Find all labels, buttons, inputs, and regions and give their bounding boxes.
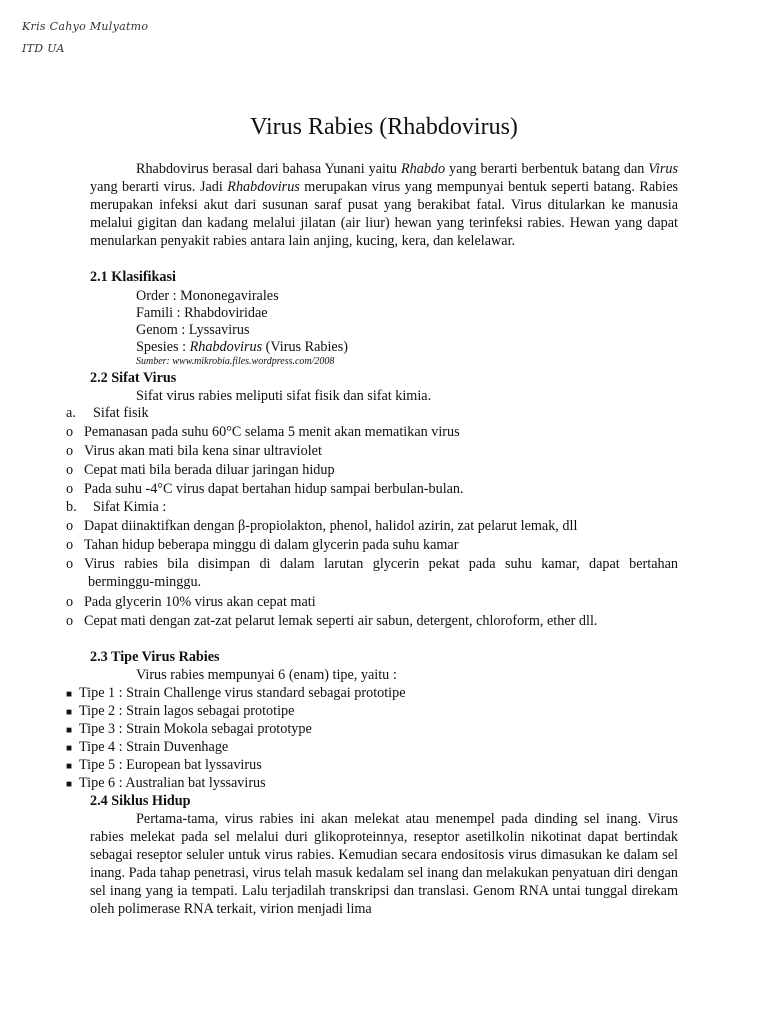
list-item: o Virus akan mati bila kena sinar ultraviolet xyxy=(66,443,322,459)
heading-sifat-virus: 2.2 Sifat Virus xyxy=(90,370,177,386)
sifat-fisik-title: a. Sifat fisik xyxy=(66,405,149,421)
document-title: Virus Rabies (Rhabdovirus) xyxy=(250,114,518,141)
list-item: ■ Tipe 2 : Strain lagos sebagai prototipe xyxy=(66,703,295,719)
klasifikasi-order: Order : Mononegavirales xyxy=(136,288,279,304)
heading-siklus-hidup: 2.4 Siklus Hidup xyxy=(90,793,191,809)
handwritten-affiliation: ITD UA xyxy=(22,42,65,55)
list-item: ■ Tipe 5 : European bat lyssavirus xyxy=(66,757,262,773)
sifat-intro: Sifat virus rabies meliputi sifat fisik dan sifat kimia. xyxy=(136,388,432,404)
list-item: ■ Tipe 1 : Strain Challenge virus standard sebagai prototipe xyxy=(66,685,406,701)
list-item: ■ Tipe 6 : Australian bat lyssavirus xyxy=(66,775,266,791)
list-item: ■ Tipe 3 : Strain Mokola sebagai prototype xyxy=(66,721,312,737)
heading-tipe-virus: 2.3 Tipe Virus Rabies xyxy=(90,649,220,665)
klasifikasi-source: Sumber: www.mikrobia.files.wordpress.com/2008 xyxy=(136,356,335,367)
heading-klasifikasi: 2.1 Klasifikasi xyxy=(90,269,176,285)
klasifikasi-spesies: Spesies : Rhabdovirus (Virus Rabies) xyxy=(136,339,348,355)
siklus-paragraph: Pertama-tama, virus rabies ini akan melekat atau menempel pada dinding sel inang. Virus rabies melekat pada sel melalui duri glikoproteinnya, reseptor asetilkolin nikotinat dapat bertindak sebagai reseptor seluler untuk virus rabies. Kemudian secara endositosis virus dimasukan ke dalam sel inang. Pada tahap penetrasi, virus telah masuk kedalam sel inang dan melakukan penyatuan diri dengan sel inang yang ia tempati. Lalu terjadilah transkripsi dan translasi. Genom RNA untai tunggal direkam oleh polimerase RNA terkait, virion menjadi lima xyxy=(90,811,678,917)
list-item: o Pemanasan pada suhu 60°C selama 5 menit akan mematikan virus xyxy=(66,424,460,440)
list-item: o Pada glycerin 10% virus akan cepat mati xyxy=(66,594,316,610)
list-item: o Cepat mati dengan zat-zat pelarut lemak seperti air sabun, detergent, chloroform, ether dll. xyxy=(66,613,598,629)
list-item: o Tahan hidup beberapa minggu di dalam glycerin pada suhu kamar xyxy=(66,537,459,553)
list-item: ■ Tipe 4 : Strain Duvenhage xyxy=(66,739,229,755)
list-item: o Virus rabies bila disimpan di dalam larutan glycerin pekat pada suhu kamar, dapat bertahan berminggu-minggu. xyxy=(66,556,678,590)
list-item: o Cepat mati bila berada diluar jaringan hidup xyxy=(66,462,335,478)
klasifikasi-genom: Genom : Lyssavirus xyxy=(136,322,250,338)
list-item: o Pada suhu -4°C virus dapat bertahan hidup sampai berbulan-bulan. xyxy=(66,481,464,497)
intro-paragraph: Rhabdovirus berasal dari bahasa Yunani yaitu Rhabdo yang berarti berbentuk batang dan Virus yang berarti virus. Jadi Rhabdovirus merupakan virus yang mempunyai bentuk seperti batang. Rabies merupakan infeksi akut dari susunan saraf pusat yang berakibat fatal. Virus ditularkan ke manusia melalui gigitan dan kadang melalui jilatan (air liur) hewan yang terinfeksi rabies. Hewan yang dapat menularkan penyakit rabies antara lain anjing, kucing, kera, dan kelelawar. xyxy=(90,161,679,249)
klasifikasi-famili: Famili : Rhabdoviridae xyxy=(136,305,268,321)
list-item: o Dapat diinaktifkan dengan β-propiolakton, phenol, halidol azirin, zat pelarut lemak, dll xyxy=(66,518,578,534)
handwritten-author: Kris Cahyo Mulyatmo xyxy=(22,20,149,33)
tipe-intro: Virus rabies mempunyai 6 (enam) tipe, yaitu : xyxy=(136,667,397,683)
sifat-kimia-title: b. Sifat Kimia : xyxy=(66,499,167,515)
